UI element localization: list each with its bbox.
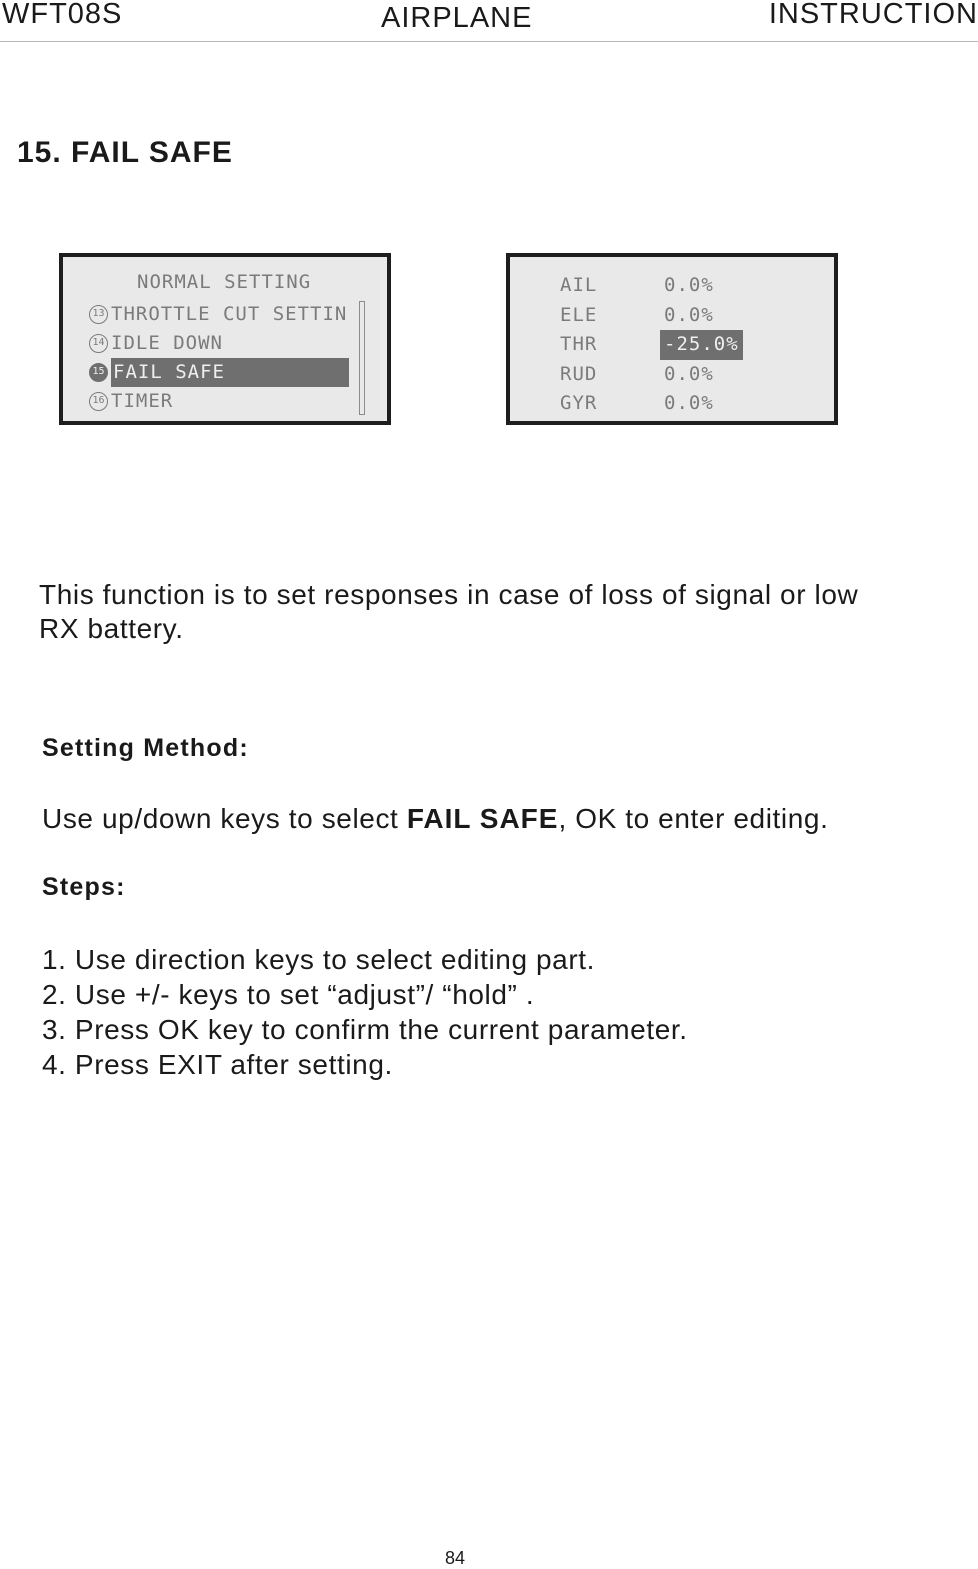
step-item: 3. Press OK key to confirm the current parameter. bbox=[42, 1014, 688, 1045]
channel-row-rud bbox=[560, 360, 743, 390]
method-emphasis: FAIL SAFE bbox=[406, 803, 559, 834]
channel-value: 0.0% bbox=[664, 392, 714, 414]
channel-row-gyr bbox=[560, 389, 743, 419]
intro-paragraph bbox=[39, 578, 974, 646]
menu-item-number: 13 bbox=[89, 305, 108, 324]
channel-value: 0.0% bbox=[664, 274, 714, 296]
steps-heading: Steps: bbox=[42, 873, 126, 901]
menu-scrollbar bbox=[359, 301, 365, 415]
channel-label: THR bbox=[560, 333, 598, 355]
menu-item-throttle-cut bbox=[89, 300, 355, 329]
channel-value: -25.0% bbox=[660, 330, 743, 360]
header-model: WFT08S bbox=[2, 0, 123, 30]
step-item: 4. Press EXIT after setting. bbox=[42, 1049, 393, 1080]
menu-item-number: 16 bbox=[89, 392, 108, 411]
channel-label: RUD bbox=[560, 362, 598, 385]
section-title: 15. FAIL SAFE bbox=[17, 136, 233, 169]
page-number: 84 bbox=[445, 1548, 466, 1568]
channel-value-list bbox=[560, 271, 743, 419]
menu-screen-title: NORMAL SETTING bbox=[137, 271, 312, 293]
menu-item-label: IDLE DOWN bbox=[111, 332, 223, 354]
menu-item-idle-down bbox=[89, 329, 355, 358]
setting-method-text bbox=[42, 802, 828, 836]
menu-item-timer bbox=[89, 387, 355, 416]
step-item: 1. Use direction keys to select editing part. bbox=[42, 944, 596, 975]
menu-item-number: 14 bbox=[89, 334, 108, 353]
method-text-before: Use up/down keys to select bbox=[42, 803, 407, 834]
intro-line-1: This function is to set responses in case of loss of signal or low bbox=[39, 579, 859, 610]
step-item: 2. Use +/- keys to set “adjust”/ “hold” . bbox=[42, 979, 535, 1010]
menu-item-number: 15 bbox=[89, 363, 108, 382]
header-divider bbox=[0, 41, 978, 42]
channel-label: AIL bbox=[560, 274, 598, 296]
channel-value: 0.0% bbox=[664, 362, 714, 385]
channel-value: 0.0% bbox=[664, 303, 714, 326]
intro-line-2: RX battery. bbox=[39, 613, 184, 644]
channel-row-ail bbox=[560, 271, 743, 301]
menu-item-fail-safe bbox=[89, 358, 355, 387]
menu-list bbox=[89, 300, 355, 416]
header-doc-type: INSTRUCTION bbox=[768, 0, 978, 30]
channel-row-ele bbox=[560, 301, 743, 331]
channel-label: GYR bbox=[560, 392, 598, 414]
setting-method-heading: Setting Method: bbox=[42, 734, 249, 762]
steps-list bbox=[42, 942, 688, 1082]
lcd-menu-screen bbox=[59, 253, 391, 425]
method-text-after: , OK to enter editing. bbox=[558, 803, 829, 834]
menu-item-label: THROTTLE CUT SETTIN bbox=[111, 303, 348, 325]
channel-label: ELE bbox=[560, 303, 598, 326]
menu-item-label: TIMER bbox=[111, 390, 174, 412]
menu-item-label: FAIL SAFE bbox=[111, 358, 349, 387]
header-category: AIRPLANE bbox=[381, 2, 533, 34]
channel-row-thr bbox=[560, 330, 743, 360]
lcd-values-screen bbox=[506, 253, 838, 425]
